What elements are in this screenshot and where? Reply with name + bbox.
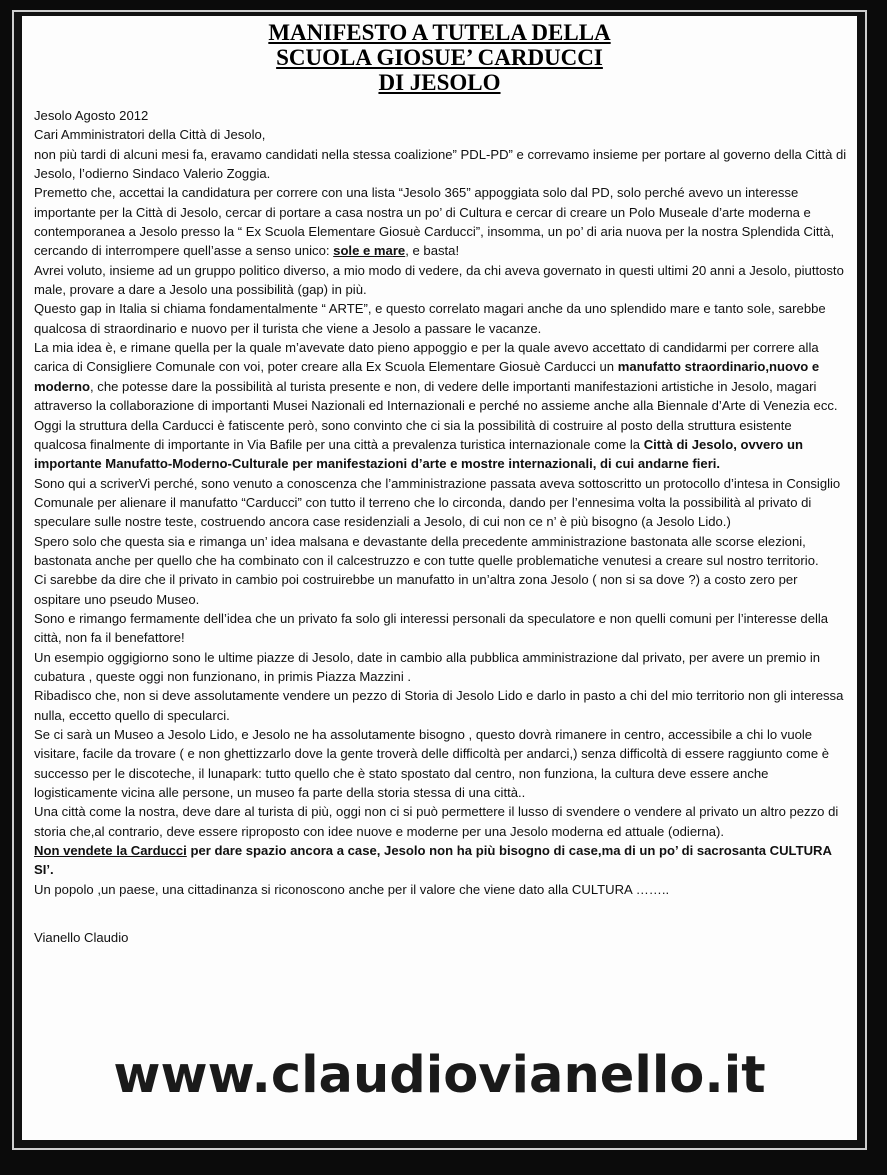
- paragraph: Ci sarebbe da dire che il privato in cambio poi costruirebbe un manufatto in un’altra zona Jesolo ( non si sa dove ?) a costo zero per ospitare uno pseudo Museo.: [34, 572, 798, 607]
- paragraph: Sono qui a scriverVi perché, sono venuto a conoscenza che l’amministrazione passata aveva sottoscritto un protocollo d’intesa in Consiglio Comunale per alienare il manufatto “Carducci” con tutto il terreno che lo circonda, dando per l’ennesima volta la possibilità al privato di speculare sulle nostre teste, costruendo ancora case residenziali a Jesolo, di cui non ce n’ è più bisogno (a Jesolo Lido.): [34, 475, 841, 530]
- letter-body: [34, 106, 847, 947]
- paragraph-emphasis: ovvero un importante Manufatto-Moderno-Culturale per manifestazioni d’arte e mostre internazionali, di cui andarne fieri.: [34, 436, 804, 472]
- letter-greeting: Cari Amministratori della Città di Jesolo,: [34, 127, 266, 143]
- paragraph: Avrei voluto, insieme ad un gruppo politico diverso, a mio modo di vedere, da chi aveva governato in questi ultimi 20 anni a Jesolo, piuttosto male, provare a dare a Jesolo una possibilità (gap) in più.: [34, 262, 844, 298]
- website-url: www.claudiovianello.it: [113, 1046, 766, 1105]
- signature: Vianello Claudio: [34, 930, 129, 946]
- paragraph-text: , che potesse dare la possibilità al turista presente e non, di vedere delle importanti manifestazioni artistiche in Jesolo, magari attraverso la collaborazione di importanti Musei Nazionali ed Internazionali e perché no assieme anche alla Biennale d’Arte di Venezia ecc.: [34, 378, 838, 414]
- paragraph-emphasis: Città di Jesolo,: [643, 436, 737, 452]
- paragraph-text: La mia idea è, e rimane quella per la quale m’avevate dato pieno appoggio e per la quale avevo accettato di candidarmi per correre alla carica di Consigliere Comunale con voi, poter creare alla Ex Scuola Elementare Giosuè Carducci un: [34, 340, 819, 375]
- paragraph: [34, 416, 847, 474]
- paragraph: Questo gap in Italia si chiama fondamentalmente “ ARTE”, e questo correlato magari anche da uno splendido mare e tanto sole, sarebbe qualcosa di straordinario e nuovo per il turista che viene a Jesolo a passare le vacanze.: [34, 301, 826, 336]
- paragraph: [34, 338, 847, 415]
- paragraph-text: Premetto che, accettai la candidatura per correre con una lista “Jesolo 365” appoggiata solo dal PD, solo perché avevo un interesse importante per la Città di Jesolo, cercar di portare a casa nostra un po’ di Cultura e cercar di creare un Polo Museale d’arte moderna e contemporanea a Jesolo presso la “ Ex Scuola Elementare Giosuè Carducci”, insomma, un po’ di aria nuova per la nostra Splendida Città, cercando di interrompere quell’asse a senso unico:: [34, 185, 835, 259]
- paragraph: [34, 841, 847, 880]
- paragraph-text: Oggi la struttura della Carducci è fatiscente però, sono convinto che ci sia la possibilità di costruire al posto della struttura esistente qualcosa finalmente di importante in Via Bafile per una città a prevalenza turistica internazionale come la: [34, 417, 792, 452]
- paragraph: Sono e rimango fermamente dell’idea che un privato fa solo gli interessi personali da speculatore e non quelli comuni per l’interesse della città, non fa il benefattore!: [34, 610, 829, 646]
- paragraph: Una città come la nostra, deve dare al turista di più, oggi non ci si può permettere il lusso di svendere o vendere al privato un altro pezzo di storia che,al contrario, deve essere riproposto con idee nuove e moderne per una Jesolo moderna ed attuale (odierna).: [34, 804, 839, 839]
- paragraph: Un esempio oggigiorno sono le ultime piazze di Jesolo, date in cambio alla pubblica amministrazione dal privato, per avere un premio in cubatura , queste oggi non funzionano, in primis Piazza Mazzini .: [34, 649, 821, 684]
- title-line-1: MANIFESTO A TUTELA DELLA: [268, 20, 611, 45]
- document-title: [22, 20, 857, 95]
- paragraph: Se ci sarà un Museo a Jesolo Lido, e Jesolo ne ha assolutamente bisogno , questo dovrà rimanere in centro, accessibile a chi lo vuole visitare, facile da trovare ( e non ghettizzarlo dove la gente troverà delle difficoltà per andarci,) senza difficoltà di essere raggiunto come è successo per le discoteche, il lunapark: tutto quello che è stato spostato dal centro, non funziona, la cultura deve essere anche logisticamente vicina alle persone, un museo fa parte della storia stessa di una città..: [34, 727, 830, 801]
- title-line-2: SCUOLA GIOSUE’ CARDUCCI: [276, 45, 603, 70]
- paragraph-emphasis: Non vendete la Carducci: [34, 843, 187, 859]
- document-page: [22, 16, 857, 1140]
- paragraph-emphasis: sole e mare: [333, 243, 406, 259]
- paragraph-emphasis: manufatto straordinario,nuovo e moderno: [34, 359, 820, 394]
- paragraph-emphasis: per dare spazio ancora a case, Jesolo non ha più bisogno di case,ma di un po’ di sacrosanta CULTURA SI’.: [34, 843, 832, 878]
- paragraph: Spero solo che questa sia e rimanga un’ idea malsana e devastante della precedente amministrazione bastonata alle scorse elezioni, bastonata anche per quello che ha combinato con il calcestruzzo e con tutte quelle problematiche venutesi a creare sul nostro territorio.: [34, 533, 819, 568]
- paragraph-text: , e basta!: [405, 243, 460, 259]
- paragraph: Un popolo ,un paese, una cittadinanza si riconoscono anche per il valore che viene dato alla CULTURA ……..: [34, 881, 670, 897]
- paragraph: Ribadisco che, non si deve assolutamente vendere un pezzo di Storia di Jesolo Lido e darlo in pasto a chi del mio territorio non gli interessa nulla, eccetto quello di specularci.: [34, 688, 844, 723]
- paragraph: non più tardi di alcuni mesi fa, eravamo candidati nella stessa coalizione” PDL-PD” e correvamo insieme per portare al governo della Città di Jesolo, l’odierno Sindaco Valerio Zoggia.: [34, 146, 847, 182]
- title-line-3: DI JESOLO: [378, 70, 501, 95]
- document-frame: [12, 10, 867, 1150]
- spacer: [34, 899, 847, 918]
- paragraph: [34, 183, 847, 260]
- letter-date: Jesolo Agosto 2012: [34, 108, 149, 123]
